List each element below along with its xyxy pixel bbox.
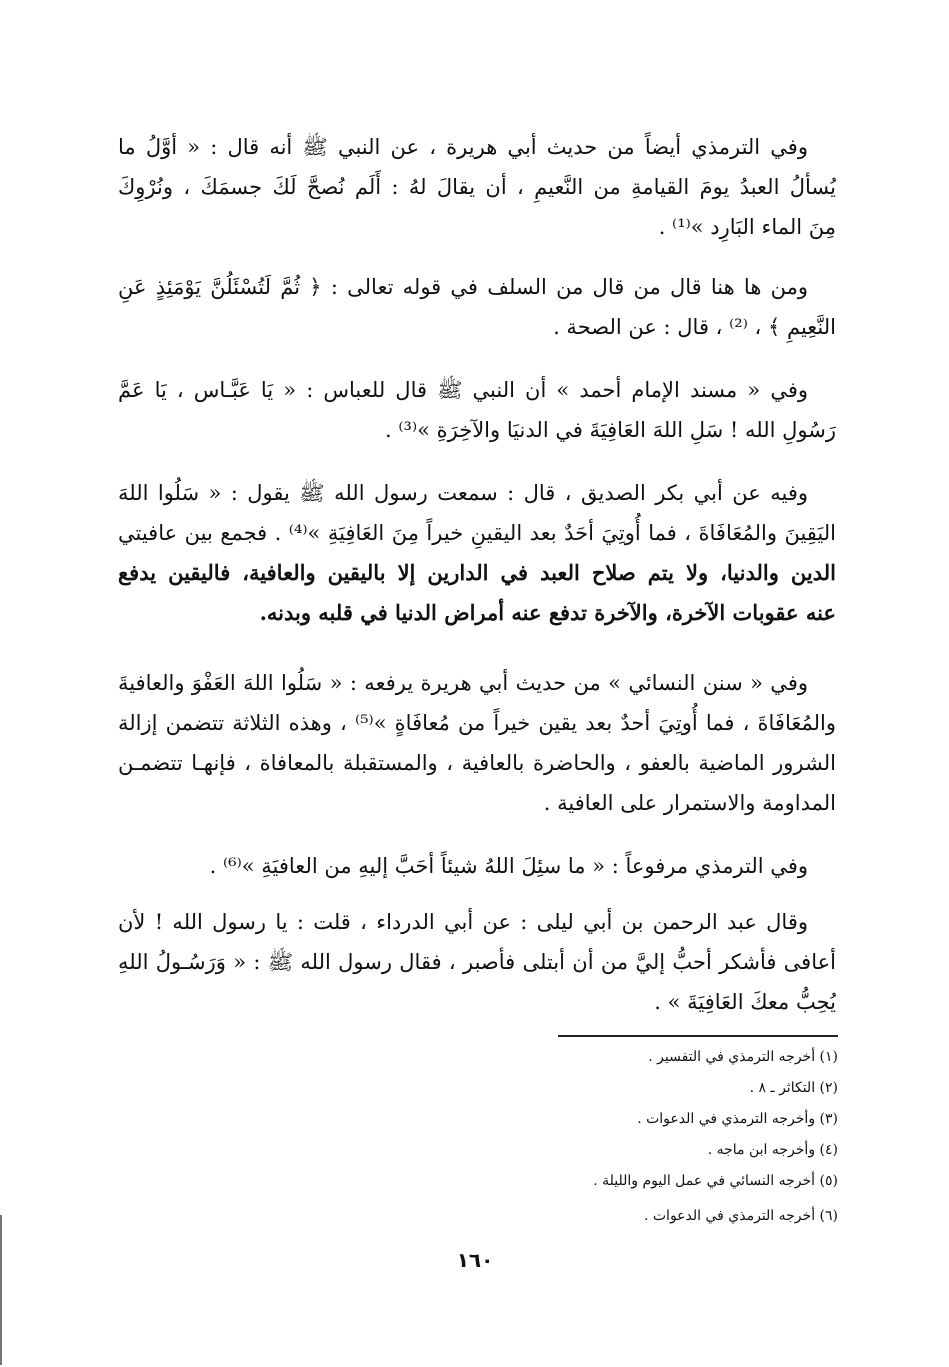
text-line: يُحِبُّ معكَ العَافِيَةَ » . (654, 990, 836, 1014)
footnote-6: (٦) أخرجه الترمذي في الدعوات . (643, 1208, 838, 1224)
paragraph-7 (118, 902, 836, 1022)
text-line: عنه عقوبات الآخرة، والآخرة تدفع عنه أمراض الدنيا في قلبه وبدنه. (259, 600, 836, 625)
footnote-5: (٥) أخرجه النسائي في عمل اليوم والليلة . (593, 1173, 838, 1189)
scan-edge-mark (0, 1215, 2, 1365)
text-line: وفي الترمذي أيضاً من حديث أبي هريرة ، عن النبي ﷺ أنه قال : « أوَّلُ ما (118, 135, 808, 159)
text-line: وفي « سنن النسائي » من حديث أبي هريرة يرفعه : « سَلُوا اللهَ العَفْوَ والعافيةَ (118, 671, 808, 695)
text-line: وفي « مسند الإمام أحمد » أن النبي ﷺ قال للعباس : « يَا عَبَّـاس ، يَا عَمَّ (118, 378, 808, 402)
paragraph-3 (118, 370, 836, 450)
text-line: اليَقِينَ والمُعَافَاةَ ، فما أُوتِيَ أحَدٌ بعد اليقينِ خيراً مِنَ العَافِيَةِ »⁽⁴⁾ . فجمع بين عافيتي (118, 521, 836, 545)
text-line: المداومة والاستمرار على العافية . (543, 791, 836, 815)
paragraph-2 (118, 267, 836, 347)
text-line: والمُعَافَاةَ ، فما أُوتِيَ أحدٌ بعد يقين خيراً من مُعافَاةٍ »⁽⁵⁾ ، وهذه الثلاثة تتضمن إزالة (118, 711, 836, 735)
text-line: النَّعِيمِ ﴾ ، ⁽²⁾ ، قال : عن الصحة . (553, 315, 836, 339)
paragraph-6 (118, 846, 836, 886)
footnote-3: (٣) وأخرجه الترمذي في الدعوات . (637, 1111, 838, 1127)
footnote-divider (558, 1035, 838, 1037)
text-line: مِنَ الماء البَارِد »⁽¹⁾ . (658, 215, 836, 239)
footnote-2: (٢) التكاثر ـ ٨ . (749, 1080, 838, 1096)
footnote-1: (١) أخرجه الترمذي في التفسير . (648, 1049, 838, 1065)
page-number: ١٦٠ (456, 1248, 494, 1272)
paragraph-5 (118, 663, 836, 823)
text-line: الشرور الماضية بالعفو ، والحاضرة بالعافية ، والمستقبلة بالمعافاة ، فإنهـا تتضمـن (118, 751, 836, 775)
footnote-4: (٤) وأخرجه ابن ماجه . (707, 1142, 838, 1158)
text-line: الدين والدنيا، ولا يتم صلاح العبد في الدارين إلا باليقين والعافية، فاليقين يدفع (118, 560, 836, 585)
text-line: وقال عبد الرحمن بن أبي ليلى : عن أبي الدرداء ، قلت : يا رسول الله ! لأن (118, 910, 808, 934)
paragraph-1 (118, 127, 836, 247)
text-line: أعافى فأشكر أحبُّ إليَّ من أن أبتلى فأصبر ، فقال رسول الله ﷺ : « وَرَسُـولُ اللهِ (118, 950, 836, 974)
text-line: وفيه عن أبي بكر الصديق ، قال : سمعت رسول الله ﷺ يقول : « سَلُوا اللهَ (118, 481, 808, 505)
text-line: يُسألُ العبدُ يومَ القيامةِ من النَّعيمِ ، أن يقالَ لهُ : أَلَم نُصحَّ لَكَ جسمَكَ ، ونُرْوِكَ (118, 175, 836, 199)
paragraph-4 (118, 473, 836, 633)
text-line: رَسُولِ الله ! سَلِ اللهَ العَافِيَةَ في الدنيَا والآخِرَةِ »⁽³⁾ . (385, 418, 836, 442)
text-line: ومن ها هنا قال من قال من السلف في قوله تعالى : ﴿ ثُمَّ لَتُسْئَلُنَّ يَوْمَئِذٍ عَنِ (118, 275, 808, 299)
text-line: وفي الترمذي مرفوعاً : « ما سئِلَ اللهُ شيئاً أحَبَّ إليهِ من العافيَةِ »⁽⁶⁾ . (209, 854, 808, 878)
